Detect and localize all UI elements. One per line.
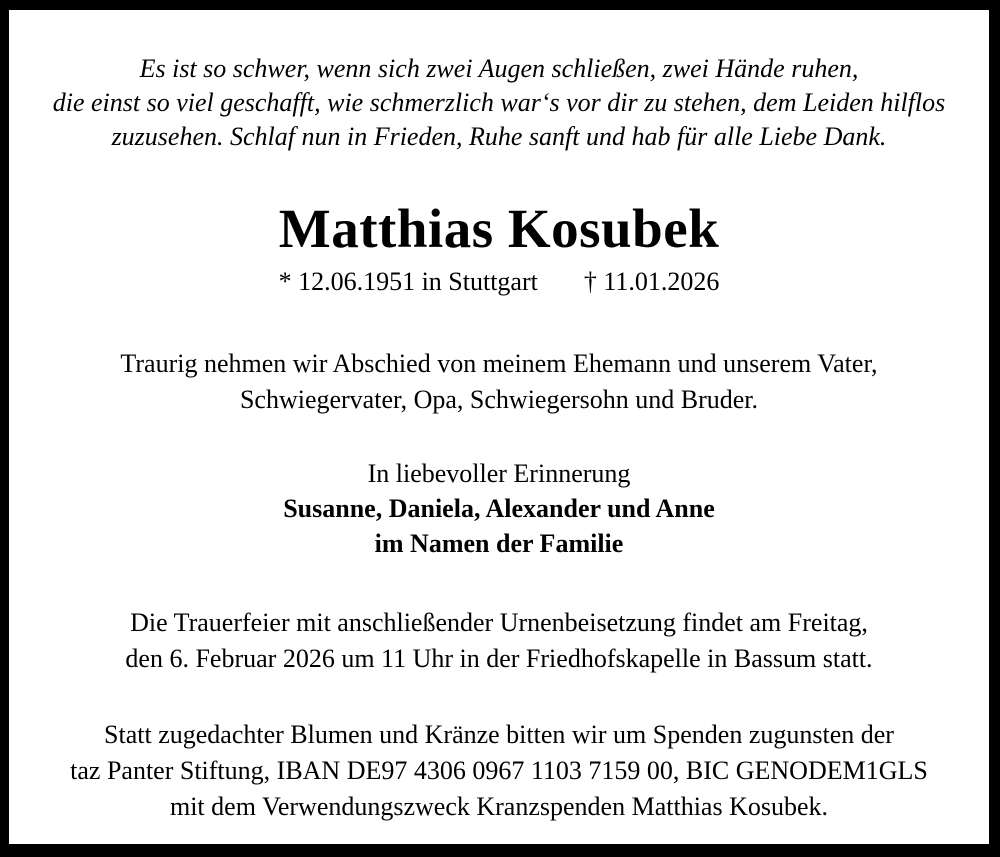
farewell-line-1: Traurig nehmen wir Abschied von meinem Ehemann und unserem Vater, <box>120 349 878 378</box>
mourners-names: Susanne, Daniela, Alexander und Anne <box>283 494 715 523</box>
service-line-2: den 6. Februar 2026 um 11 Uhr in der Friedhofskapelle in Bassum statt. <box>125 644 873 673</box>
epitaph-line-2: die einst so viel geschafft, wie schmerzlich war‘s vor dir zu stehen, dem Leiden hilflos <box>52 88 946 117</box>
farewell-paragraph <box>9 346 989 418</box>
birth-date: * 12.06.1951 in Stuttgart <box>278 267 538 296</box>
life-dates <box>9 266 989 298</box>
service-paragraph <box>9 605 989 677</box>
epitaph-line-3: zuzusehen. Schlaf nun in Frieden, Ruhe sanft und hab für alle Liebe Dank. <box>111 122 887 151</box>
obituary-card <box>9 10 989 844</box>
memorial-block <box>9 456 989 561</box>
epitaph-line-1: Es ist so schwer, wenn sich zwei Augen schließen, zwei Hände ruhen, <box>139 54 859 83</box>
farewell-line-2: Schwiegervater, Opa, Schwiegersohn und Bruder. <box>239 385 759 414</box>
family-line: im Namen der Familie <box>374 529 624 558</box>
death-date: † 11.01.2026 <box>583 267 720 296</box>
donation-line-1: Statt zugedachter Blumen und Kränze bitten wir um Spenden zugunsten der <box>104 720 894 749</box>
donation-line-2: taz Panter Stiftung, IBAN DE97 4306 0967 1103 7159 00, BIC GENODEM1GLS <box>70 756 928 785</box>
donation-line-3: mit dem Verwendungszweck Kranzspenden Matthias Kosubek. <box>169 792 829 821</box>
service-line-1: Die Trauerfeier mit anschließender Urnenbeisetzung findet am Freitag, <box>130 608 868 637</box>
deceased-name: Matthias Kosubek <box>278 198 720 259</box>
epitaph <box>9 52 989 154</box>
memorial-intro: In liebevoller Erinnerung <box>367 459 631 488</box>
donation-paragraph <box>9 717 989 825</box>
